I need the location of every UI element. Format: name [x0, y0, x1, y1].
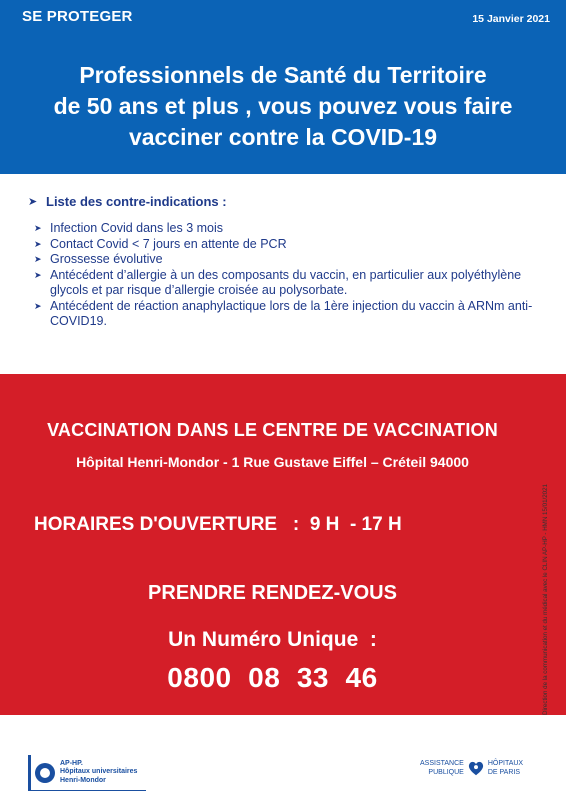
chevron-bullet-icon: ➤: [34, 223, 42, 233]
arrow-bullet-icon: ➤: [28, 196, 38, 208]
logo-line: DE PARIS: [487, 769, 520, 776]
chevron-bullet-icon: ➤: [34, 254, 42, 264]
page-title: [20, 60, 546, 153]
contraindications-title: Liste des contre-indications :: [46, 194, 227, 209]
contraindications-heading: [28, 194, 546, 209]
aphp-logo-icon: [35, 763, 55, 783]
list-item: [34, 268, 546, 299]
title-line: Professionnels de Santé du Territoire: [79, 62, 487, 88]
publication-date: 15 Janvier 2021: [472, 13, 550, 25]
vaccination-panel: [0, 374, 566, 715]
aphp-logo: [420, 759, 523, 777]
chevron-bullet-icon: ➤: [34, 238, 42, 249]
opening-hours: HORAIRES D'OUVERTURE : 9 H - 17 H: [34, 514, 402, 535]
title-line: de 50 ans et plus , vous pouvez vous faire: [53, 93, 513, 119]
logo-line: ASSISTANCE: [420, 760, 464, 767]
logo-line: AP-HP.: [60, 759, 83, 767]
title-line: vacciner contre la COVID-19: [128, 124, 438, 150]
chevron-bullet-icon: ➤: [34, 300, 42, 311]
section-tag: SE PROTEGER: [22, 8, 133, 25]
phone-label: Un Numéro Unique :: [168, 628, 377, 651]
phone-number[interactable]: 0800 08 33 46: [167, 662, 378, 693]
contraindications-list: [34, 221, 546, 330]
list-item: [34, 237, 546, 253]
logo-line: HÔPITAUX: [487, 760, 524, 767]
list-item-text: Antécédent d’allergie à un des composants du vaccin, en particulier aux polyéthylène glycols et par risque d’allergie croisée au polysorbate.: [50, 267, 522, 297]
list-item-text: Contact Covid < 7 jours en attente de PCR: [50, 236, 287, 251]
list-item: [34, 252, 546, 268]
henri-mondor-logo: [28, 755, 146, 791]
contraindications-section: [28, 194, 546, 330]
logo-line: PUBLIQUE: [428, 769, 464, 776]
logo-line: Hôpitaux universitaires: [60, 768, 138, 776]
list-item-text: Grossesse évolutive: [50, 252, 163, 266]
list-item-text: Infection Covid dans les 3 mois: [50, 221, 224, 235]
list-item-text: Antécédent de réaction anaphylactique lors de la 1ère injection du vaccin à ARNm anti-COVID19.: [50, 298, 533, 328]
list-item: [34, 221, 546, 237]
chevron-bullet-icon: ➤: [34, 269, 42, 280]
appointment-heading: PRENDRE RENDEZ-VOUS: [148, 582, 397, 604]
header-banner: [0, 0, 566, 174]
heart-logo-icon: [467, 759, 485, 777]
logo-line: Henri-Mondor: [60, 776, 106, 784]
list-item: [34, 299, 546, 330]
footer: [0, 715, 566, 800]
vaccination-address: Hôpital Henri-Mondor - 1 Rue Gustave Eiffel – Créteil 94000: [76, 454, 469, 470]
side-credit-note: Direction de la communication et du médical avec le CLIN AP-HP - HMN 15/01/2021: [542, 484, 549, 715]
vaccination-title: VACCINATION DANS LE CENTRE DE VACCINATION: [47, 420, 498, 440]
